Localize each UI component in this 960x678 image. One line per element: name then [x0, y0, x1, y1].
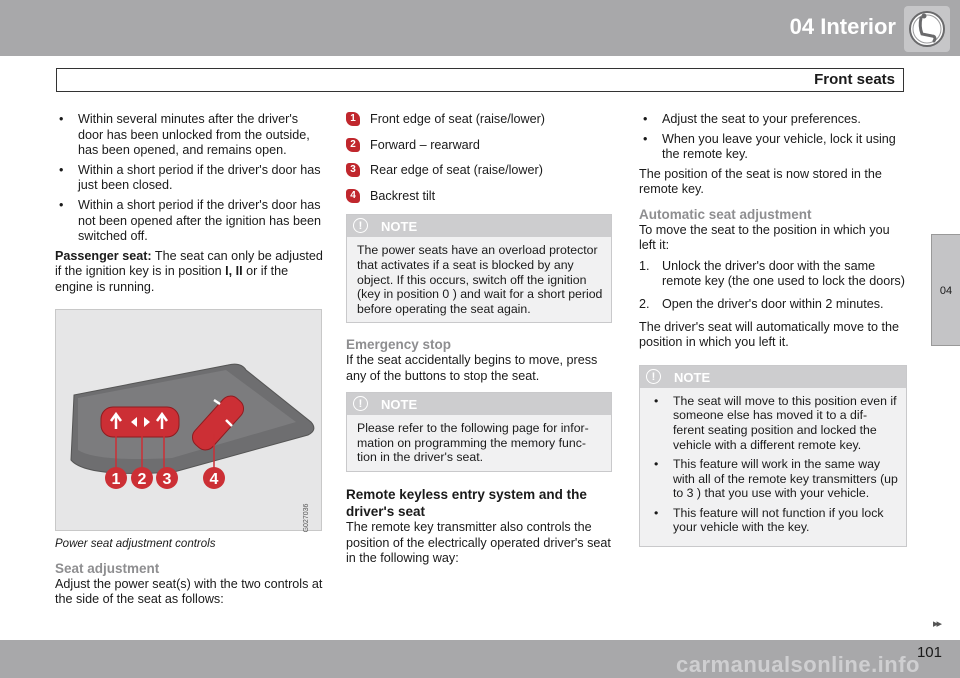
column-3	[639, 112, 907, 561]
number-badge: 3	[346, 163, 360, 177]
list-item: • Within a short period if the driver's door has just been closed.	[55, 163, 323, 194]
keyless-steps-list	[639, 112, 907, 163]
automatic-steps-list	[639, 259, 907, 313]
key-positions: I, II	[225, 264, 243, 279]
callout-4: 4	[209, 470, 219, 488]
info-icon: !	[353, 396, 368, 411]
seat-adjustment-heading: Seat adjustment	[55, 561, 160, 577]
figure-code: G027036	[303, 503, 311, 533]
passenger-label: Passenger seat:	[55, 248, 152, 263]
info-icon: !	[646, 369, 661, 384]
header-bar	[0, 0, 960, 56]
list-item: 2. Open the driver's door within 2 minutes.	[639, 296, 884, 311]
control-item: 4 Backrest tilt	[346, 189, 612, 205]
number-badge: 2	[346, 138, 360, 152]
next-page-arrows[interactable]: ▸▸	[932, 618, 940, 630]
chapter-tab-label: 04	[939, 285, 953, 297]
column-2	[346, 112, 612, 572]
section-title-bar	[56, 68, 904, 92]
keyless-text: The remote key transmitter also controls the position of the electrically operated driver's seat in the following way:	[346, 519, 611, 566]
watermark-text: carmanualsonline.info	[676, 652, 920, 677]
callout-3: 3	[162, 470, 172, 488]
chapter-title: 04 Interior	[789, 14, 896, 39]
note-text: Please refer to the following page for infor-mation on programming the memory func-tion in the driver's seat.	[357, 421, 589, 465]
list-item: • Within a short period if the driver's door has not been opened after the ignition has been switched off.	[55, 198, 323, 245]
position-stored-text: The position of the seat is now stored in the remote key.	[639, 166, 882, 197]
emergency-stop-heading: Emergency stop	[346, 337, 452, 353]
number-badge: 4	[346, 189, 360, 203]
list-item: • Adjust the seat to your preferences.	[639, 112, 907, 128]
page-number: 101	[916, 644, 942, 661]
unlock-conditions-list	[55, 112, 323, 245]
control-item: 1 Front edge of seat (raise/lower)	[346, 112, 612, 128]
control-item: 3 Rear edge of seat (raise/lower)	[346, 163, 612, 179]
seat-controls-illustration	[56, 310, 321, 530]
list-item: • Within several minutes after the driver's door has been unlocked from the outside, has been opened, and remains open.	[55, 112, 323, 159]
figure-caption: Power seat adjustment controls	[55, 537, 216, 550]
control-item: 2 Forward – rearward	[346, 138, 612, 154]
emergency-stop-text: If the seat accidentally begins to move, press any of the buttons to stop the seat.	[346, 352, 598, 383]
list-item: • When you leave your vehicle, lock it using the remote key.	[639, 132, 907, 163]
info-icon: !	[353, 218, 368, 233]
number-badge: 1	[346, 112, 360, 126]
note-memory-key	[639, 365, 907, 547]
list-item: • The seat will move to this position even if someone else has moved it to a dif-ferent seating position and locked the vehicle with a different remote key.	[650, 394, 898, 452]
automatic-move-text: The driver's seat will automatically move to the position in which you left it.	[639, 319, 899, 350]
callout-2: 2	[137, 470, 147, 488]
section-title: Front seats	[814, 71, 895, 88]
note-overload	[346, 214, 612, 323]
passenger-seat-paragraph: Passenger seat: The seat can only be adjusted if the ignition key is in position I, II or if the engine is running.	[55, 248, 323, 294]
callout-1: 1	[111, 470, 121, 488]
note-text: The power seats have an overload protector that activates if a seat is blocked by any object. If this occurs, switch off the ignition (key in position 0 ) and wait for a short period before operating the seat again.	[357, 243, 603, 316]
automatic-adjustment-heading: Automatic seat adjustment	[639, 206, 812, 222]
note-memory	[346, 392, 612, 472]
seat-adjustment-text: Adjust the power seat(s) with the two controls at the side of the seat as follows:	[55, 576, 323, 607]
list-item: • This feature will not function if you lock your vehicle with the key.	[650, 506, 898, 535]
note-label: NOTE	[674, 369, 711, 385]
chapter-tab[interactable]	[931, 234, 960, 346]
column-1	[55, 112, 323, 613]
note-label: NOTE	[381, 397, 418, 413]
seat-controls-figure	[55, 309, 322, 531]
note-label: NOTE	[381, 219, 418, 235]
seat-icon	[904, 6, 950, 52]
keyless-heading: Remote keyless entry system and the driver's seat	[346, 486, 587, 519]
list-item: 1. Unlock the driver's door with the same remote key (the one used to lock the doors)	[639, 258, 905, 289]
list-item: • This feature will work in the same way with all of the remote key transmitters (up to 3 ) that you use with your vehicle.	[650, 457, 898, 501]
automatic-adjustment-intro: To move the seat to the position in which you left it:	[639, 222, 890, 253]
note-bullet-list	[650, 394, 898, 535]
